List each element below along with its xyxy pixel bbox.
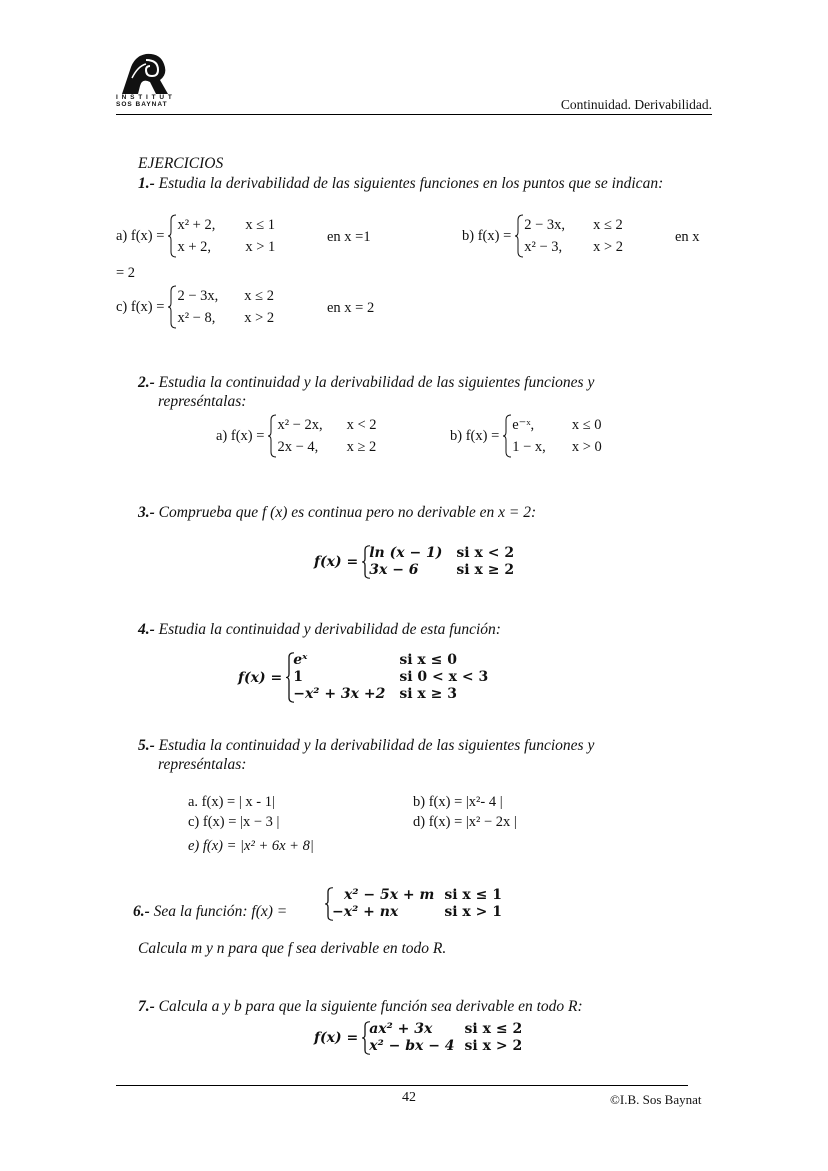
exercise-2-heading-cont: represéntalas: — [158, 393, 247, 410]
exercise-2b-function: b) f(x) = e⁻ˣ, x ≤ 0 1 − x, x > 0 — [450, 417, 602, 455]
exercise-5e: e) f(x) = |x² + 6x + 8| — [188, 838, 314, 854]
exercise-3-function: f(x) = ln (x − 1) si x < 2 3x − 6 si x ≥ 2 — [314, 545, 515, 578]
exercise-5b: b) f(x) = |x²- 4 | — [413, 794, 503, 810]
exercise-7-function: f(x) = ax² + 3x si x ≤ 2 x² − bx − 4 si x > 2 — [314, 1021, 523, 1054]
exercise-1a-point: en x =1 — [327, 229, 371, 245]
exercise-7-heading: 7.- Calcula a y b para que la siguiente función sea derivable en todo R: — [138, 998, 583, 1015]
page-number: 42 — [402, 1090, 416, 1105]
copyright: ©I.B. Sos Baynat — [610, 1092, 702, 1107]
exercise-3-heading: 3.- Comprueba que f (x) es continua pero no derivable en x = 2: — [138, 504, 537, 521]
footer-rule — [116, 1085, 688, 1086]
exercise-1c-function: c) f(x) = 2 − 3x, x ≤ 2 x² − 8, x > 2 — [116, 288, 275, 326]
exercise-6-heading: 6.- Sea la función: f(x) = — [133, 903, 288, 920]
exercise-5-heading: 5.- Estudia la continuidad y la derivabilidad de las siguientes funciones y — [138, 737, 595, 754]
exercise-4-heading: 4.- Estudia la continuidad y derivabilidad de esta función: — [138, 621, 501, 638]
exercise-2a-function: a) f(x) = x² − 2x, x < 2 2x − 4, x ≥ 2 — [216, 417, 377, 455]
exercise-4-function: f(x) = eˣ si x ≤ 0 1 si 0 < x < 3 −x² + 3x +2 si x ≥ 3 — [238, 652, 489, 702]
exercise-1b-point: en x — [675, 229, 700, 245]
exercise-1b-point-cont: = 2 — [116, 265, 136, 281]
exercise-6-function: x² − 5x + m si x ≤ 1 −x² + nx si x > 1 — [324, 887, 502, 921]
exercise-1b-function: b) f(x) = 2 − 3x, x ≤ 2 x² − 3, x > 2 — [462, 217, 623, 255]
exercise-5d: d) f(x) = |x² − 2x | — [413, 814, 517, 830]
exercise-2-heading: 2.- Estudia la continuidad y la derivabilidad de las siguientes funciones y — [138, 374, 595, 391]
exercise-6-question: Calcula m y n para que f sea derivable en todo R. — [138, 940, 447, 957]
exercise-5-heading-cont: represéntalas: — [158, 756, 247, 773]
header-title: Continuidad. Derivabilidad. — [560, 97, 712, 112]
logo-text: I N S T I T U T SOS BAYNAT — [116, 94, 173, 108]
header-rule — [116, 114, 712, 115]
exercise-1a-function: a) f(x) = x² + 2, x ≤ 1 x + 2, x > 1 — [116, 217, 276, 255]
exercise-1-heading: 1.- Estudia la derivabilidad de las siguientes funciones en los puntos que se indican: — [138, 175, 664, 192]
exercise-1c-point: en x = 2 — [327, 300, 375, 316]
section-title: EJERCICIOS — [138, 155, 224, 172]
exercise-5c: c) f(x) = |x − 3 | — [188, 814, 280, 830]
exercise-5a: a. f(x) = | x - 1| — [188, 794, 275, 810]
